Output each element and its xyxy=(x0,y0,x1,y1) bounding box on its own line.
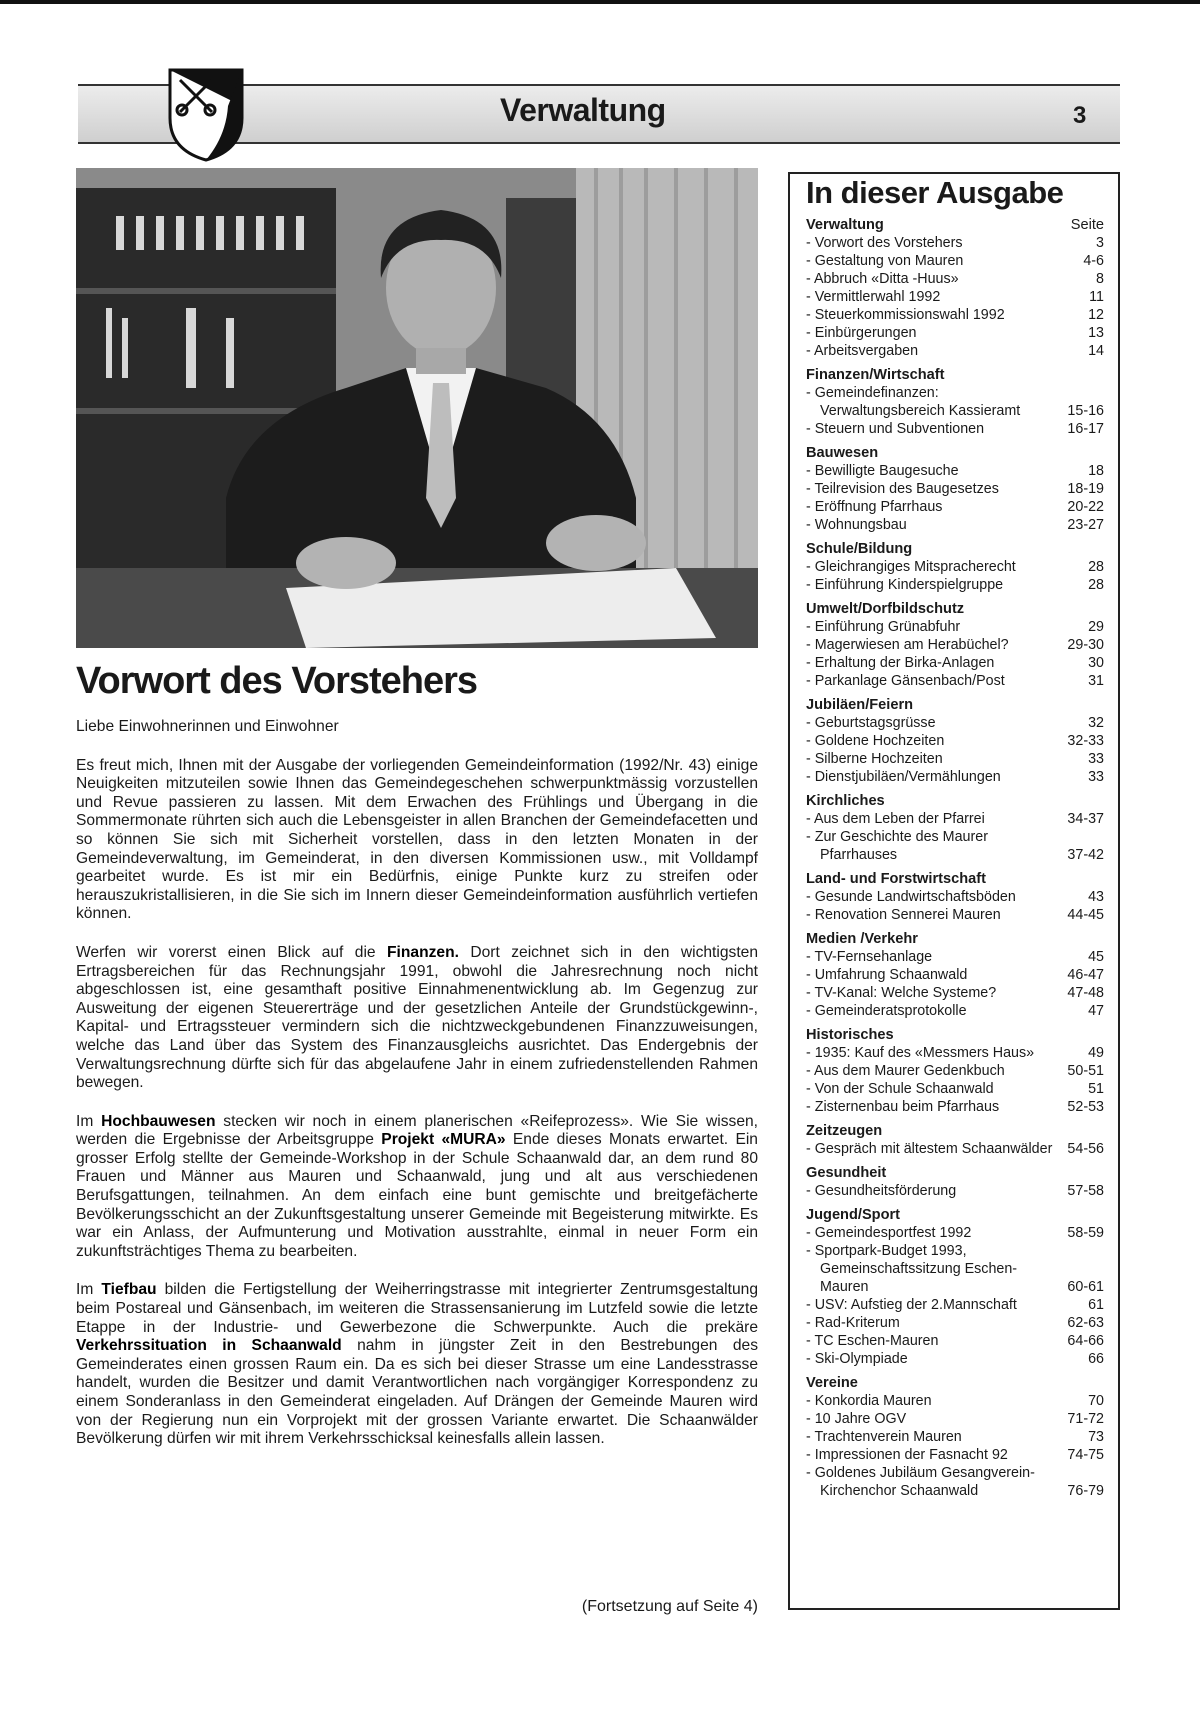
toc-entry-page: 45 xyxy=(1088,949,1104,965)
toc-group-heading xyxy=(806,366,1104,384)
toc-entry xyxy=(806,342,1104,360)
toc-group-heading xyxy=(806,540,1104,558)
toc-entry-page: 28 xyxy=(1088,577,1104,593)
toc-group-heading xyxy=(806,792,1104,810)
toc-entry-page: 61 xyxy=(1088,1297,1104,1313)
toc-entry xyxy=(806,1314,1104,1332)
toc-entry-page: 34-37 xyxy=(1067,811,1104,827)
toc-entry-title: - Vermittlerwahl 1992 xyxy=(806,289,941,305)
toc-entry-page: 18-19 xyxy=(1067,481,1104,497)
toc-entry-title: - Erhaltung der Birka-Anlagen xyxy=(806,655,995,671)
toc-group-heading xyxy=(806,216,1104,234)
toc-entry-page: 70 xyxy=(1088,1393,1104,1409)
toc-entry-page: 66 xyxy=(1088,1351,1104,1367)
toc-group-name: Jubiläen/Feiern xyxy=(806,697,914,713)
toc-entry-title: - TV-Kanal: Welche Systeme? xyxy=(806,985,997,1001)
toc-entry-page: 76-79 xyxy=(1067,1483,1104,1499)
toc-entry-title: - Magerwiesen am Herabüchel? xyxy=(806,637,1009,653)
toc-entry-title: - Von der Schule Schaanwald xyxy=(806,1081,994,1097)
toc-entry xyxy=(806,1410,1104,1428)
toc-groups xyxy=(806,216,1104,1500)
toc-entry-page: 54-56 xyxy=(1067,1141,1104,1157)
toc-group xyxy=(806,366,1104,438)
toc-entry xyxy=(806,1002,1104,1020)
text: bilden die Fertigstellung der Weiherringstrasse mit integrierter Zentrumsgestaltung beim Postareal und Gänsenbach, im weiteren die Strassensanierung im Lutzfeld sowie die letzte Etappe in der Industrie- und Gewerbezone die Schwerpunkte. Auch die prekäre xyxy=(76,1281,759,1336)
toc-group-heading xyxy=(806,1374,1104,1392)
paragraph-3 xyxy=(76,1113,758,1262)
toc-entry-page: 49 xyxy=(1088,1045,1104,1061)
toc-group-heading xyxy=(806,1206,1104,1224)
toc-entry xyxy=(806,1140,1104,1158)
highlight-verkehrssituation: Verkehrssituation in Schaanwald xyxy=(76,1337,342,1355)
toc-entry xyxy=(806,948,1104,966)
toc-entry xyxy=(806,1428,1104,1446)
toc-entry-page: 73 xyxy=(1088,1429,1104,1445)
toc-entry-title: - Arbeitsvergaben xyxy=(806,343,919,359)
toc-entry xyxy=(806,1296,1104,1314)
toc-entry xyxy=(806,480,1104,498)
toc-entry-page: 16-17 xyxy=(1067,421,1104,437)
top-border xyxy=(0,0,1200,4)
toc-entry xyxy=(806,234,1104,252)
article-body xyxy=(76,718,758,1469)
toc-entry xyxy=(806,288,1104,306)
toc-entry xyxy=(806,1446,1104,1464)
toc-group-name: Gesundheit xyxy=(806,1165,887,1181)
paragraph-1: Es freut mich, Ihnen mit der Ausgabe der vorliegenden Gemeindeinformation (1992/Nr. 43) einige Neuigkeiten mitzuteilen sowie Ihnen das Gemeindegeschehen schwerpunktmässig vorzustellen und Revue passieren zu lassen. Mit dem Erwachen des Frühlings und Übergang in die Sommermonate rührten sich auch die Lebensgeister in allen Branchen der Gemeindefacetten und so können Sie sich mit Sicherheit vorstellen, dass in den letzten Monaten in der Gemeindeverwaltung, im Gemeinderat, in den diversen Kommissionen usw., mit Volldampf gearbeitet wurde. Es ist mir ein Bedürfnis, einige Punkte kurz zu streifen oder herauszukristallisieren, in die Sie sich im Innern dieser Gemeindeinformation ausführlich vertiefen können. xyxy=(76,756,758,923)
toc-group xyxy=(806,930,1104,1020)
toc-group xyxy=(806,1164,1104,1200)
toc-entry-title: - Sportpark-Budget 1993, Gemeinschaftssitzung Eschen-Mauren xyxy=(806,1243,1018,1295)
highlight-finanzen: Finanzen. xyxy=(387,943,459,961)
toc-entry xyxy=(806,498,1104,516)
toc-entry xyxy=(806,966,1104,984)
toc-entry-page: 28 xyxy=(1088,559,1104,575)
toc-group-heading xyxy=(806,444,1104,462)
toc-group xyxy=(806,600,1104,690)
toc-entry xyxy=(806,516,1104,534)
toc-entry-page: 13 xyxy=(1088,325,1104,341)
toc-entry xyxy=(806,1182,1104,1200)
toc-entry-page: 32-33 xyxy=(1067,733,1104,749)
toc-entry xyxy=(806,732,1104,750)
toc-entry-title: - Konkordia Mauren xyxy=(806,1393,932,1409)
toc-entry-page: 4-6 xyxy=(1083,253,1104,269)
toc-entry-title: - Aus dem Leben der Pfarrei xyxy=(806,811,985,827)
toc-entry-title: - Gleichrangiges Mitspracherecht xyxy=(806,559,1016,575)
toc-entry-title: - Gemeindesportfest 1992 xyxy=(806,1225,972,1241)
toc-entry-title: - Renovation Sennerei Mauren xyxy=(806,907,1001,923)
toc-group-name: Jugend/Sport xyxy=(806,1207,901,1223)
toc-entry-page: 32 xyxy=(1088,715,1104,731)
toc-entry xyxy=(806,618,1104,636)
toc-entry-page: 57-58 xyxy=(1067,1183,1104,1199)
text: nahm in jüngster Zeit in den Bestrebungen des Gemeinderates einen grossen Raum ein. Da es sich bei dieser Strasse um eine Landesstrasse handelt, wurden die Besitzer und damit Verantwortlichen nach vorgängiger Korrespondenz zu einem Sonderanlass in den Gemeinderat eingeladen. Auf Drängen der Gemeinde Mauren wird von der Regierung nun ein Vorprojekt mit der grossen Variante erwartet. Die Schaanwälder Bevölkerung dürfen wir mit ihrem Verkehrsschicksal keinesfalls allein lassen. xyxy=(76,1337,758,1448)
continuation-note: (Fortsetzung auf Seite 4) xyxy=(581,1598,758,1615)
toc-entry-title: - Gemeinderatsprotokolle xyxy=(806,1003,967,1019)
toc-entry-title: - Vorwort des Vorstehers xyxy=(806,235,963,251)
toc-entry-title: - Abbruch «Ditta -Huus» xyxy=(806,271,959,287)
toc-group-name: Bauwesen xyxy=(806,445,879,461)
toc-entry-title: - Ski-Olympiade xyxy=(806,1351,908,1367)
greeting: Liebe Einwohnerinnen und Einwohner xyxy=(76,718,339,735)
toc-entry xyxy=(806,714,1104,732)
toc-entry-page: 20-22 xyxy=(1067,499,1104,515)
toc-entry-page: 3 xyxy=(1096,235,1104,251)
toc-entry-page: 71-72 xyxy=(1067,1411,1104,1427)
toc-entry xyxy=(806,1332,1104,1350)
toc-entry xyxy=(806,1242,1104,1296)
toc-entry-title: - Dienstjubiläen/Vermählungen xyxy=(806,769,1001,785)
toc-entry-page: 12 xyxy=(1088,307,1104,323)
toc-entry-page: 47 xyxy=(1088,1003,1104,1019)
text: stecken wir noch in einem planerischen «Reifeprozess». Wie Sie wissen, werden die Ergebnisse der Arbeitsgruppe xyxy=(76,1112,759,1149)
toc-entry-page: 31 xyxy=(1088,673,1104,689)
text: Werfen wir vorerst einen Blick auf die xyxy=(76,943,388,961)
toc-entry xyxy=(806,984,1104,1002)
toc-entry xyxy=(806,576,1104,594)
toc-entry-title: - Gesundheitsförderung xyxy=(806,1183,957,1199)
toc-entry-title: - Steuerkommissionswahl 1992 xyxy=(806,307,1005,323)
toc-entry xyxy=(806,768,1104,786)
page-number: 3 xyxy=(1073,102,1087,129)
toc-entry-page: 30 xyxy=(1088,655,1104,671)
toc-entry-title: - Impressionen der Fasnacht 92 xyxy=(806,1447,1008,1463)
toc-entry-title: - Umfahrung Schaanwald xyxy=(806,967,968,983)
toc-entry-title: - Geburtstagsgrüsse xyxy=(806,715,936,731)
toc-entry-title: - Zisternenbau beim Pfarrhaus xyxy=(806,1099,1000,1115)
toc-group xyxy=(806,870,1104,924)
toc-title: In dieser Ausgabe xyxy=(806,175,1064,210)
toc-entry-title: - Zur Geschichte des Maurer Pfarrhauses xyxy=(806,829,988,863)
toc-group-heading xyxy=(806,696,1104,714)
toc-entry xyxy=(806,810,1104,828)
toc-group xyxy=(806,696,1104,786)
toc-entry xyxy=(806,462,1104,480)
toc-entry-page: 29 xyxy=(1088,619,1104,635)
toc-entry xyxy=(806,1392,1104,1410)
toc-group xyxy=(806,1206,1104,1368)
toc-group-name: Verwaltung xyxy=(806,217,884,233)
highlight-hochbauwesen: Hochbauwesen xyxy=(101,1112,216,1130)
toc-entry-page: 47-48 xyxy=(1067,985,1104,1001)
toc-entry-page: 44-45 xyxy=(1067,907,1104,923)
toc-entry-page: 37-42 xyxy=(1067,847,1104,863)
toc-entry xyxy=(806,420,1104,438)
toc-group xyxy=(806,1374,1104,1500)
toc-group-name: Vereine xyxy=(806,1375,858,1391)
toc-entry-title: - Silberne Hochzeiten xyxy=(806,751,943,767)
toc-entry xyxy=(806,324,1104,342)
toc-group-name: Land- und Forstwirtschaft xyxy=(806,871,986,887)
toc-entry xyxy=(806,672,1104,690)
toc-entry xyxy=(806,828,1104,864)
toc-entry xyxy=(806,888,1104,906)
toc-entry-title: - TC Eschen-Mauren xyxy=(806,1333,939,1349)
text: Ende dieses Monats erwartet. Ein grosser Erfolg stellte der Gemeinde-Workshop in der Schule Schaanwald dar, an dem rund 80 Frauen und Männer aus Mauren und Schaanwald, jung und alt aus verschiedenen Berufsgattungen, teilnahmen. An dem einfach eine bunt gemischte und breitgefächerte Bevölkerungsschicht an der Zukunftsgestaltung unserer Gemeinde mit Begeisterung mitwirkte. Es war ein Anlass, der Aufmunterung und Motivation ausstrahlte, einmal in neuer Form ein zukunftsträchtiges Thema zu bearbeiten. xyxy=(76,1131,758,1260)
toc-entry xyxy=(806,1098,1104,1116)
toc-entry xyxy=(806,1062,1104,1080)
toc-entry xyxy=(806,654,1104,672)
toc-entry-title: - Goldenes Jubiläum Gesangverein-Kirchenchor Schaanwald xyxy=(806,1465,1035,1499)
toc-group-name: Schule/Bildung xyxy=(806,541,913,557)
mayor-photo xyxy=(76,168,758,648)
toc-entry-page: 64-66 xyxy=(1067,1333,1104,1349)
toc-entry-page: 15-16 xyxy=(1067,403,1104,419)
toc-entry-title: - Eröffnung Pfarrhaus xyxy=(806,499,943,515)
toc-entry-page: 23-27 xyxy=(1067,517,1104,533)
text: Im xyxy=(76,1281,102,1299)
toc-entry xyxy=(806,270,1104,288)
toc-group-heading xyxy=(806,870,1104,888)
toc-entry-page: 62-63 xyxy=(1067,1315,1104,1331)
toc-entry-title: - Einbürgerungen xyxy=(806,325,917,341)
toc-entry-page: 14 xyxy=(1088,343,1104,359)
toc-entry xyxy=(806,306,1104,324)
toc-entry-page: 46-47 xyxy=(1067,967,1104,983)
toc-entry-page: 60-61 xyxy=(1067,1279,1104,1295)
text: Im xyxy=(76,1112,102,1130)
paragraph-2 xyxy=(76,944,758,1093)
toc-group-name: Kirchliches xyxy=(806,793,885,809)
toc-entry-page: 74-75 xyxy=(1067,1447,1104,1463)
toc-group-heading xyxy=(806,930,1104,948)
toc-group xyxy=(806,1122,1104,1158)
toc-entry xyxy=(806,252,1104,270)
toc-entry xyxy=(806,1224,1104,1242)
toc-group-name: Umwelt/Dorfbildschutz xyxy=(806,601,965,617)
toc-entry xyxy=(806,1350,1104,1368)
toc-entry xyxy=(806,558,1104,576)
highlight-tiefbau: Tiefbau xyxy=(101,1281,157,1299)
toc-group-name: Zeitzeugen xyxy=(806,1123,883,1139)
highlight-projekt-mura: Projekt «MURA» xyxy=(381,1131,506,1149)
toc-entry xyxy=(806,1080,1104,1098)
toc-entry-title: - Goldene Hochzeiten xyxy=(806,733,945,749)
toc-group-heading xyxy=(806,1164,1104,1182)
toc-entry xyxy=(806,636,1104,654)
toc-group-heading xyxy=(806,600,1104,618)
toc-entry-title: - Trachtenverein Mauren xyxy=(806,1429,962,1445)
toc-entry-title: - 1935: Kauf des «Messmers Haus» xyxy=(806,1045,1035,1061)
toc-group xyxy=(806,216,1104,360)
toc-box xyxy=(788,172,1120,1610)
text: Dort zeichnet sich in den wichtigsten Ertragsbereichen für das Rechnungsjahr 1991, obwohl die Jahresrechnung noch nicht abgeschlossen ist, eine gesamthaft positive Einnahmenentwicklung ab. Im Gegenzug zur Ausweitung der eigenen Steuererträge und der gesetzlichen Anteile der Grundstückgewinn-, Kapital- und Ertragssteuer vermindern sich die nichtzweckgebundenen Finanzzuweisungen, welche das Land über das System des Finanzausgleichs ausrichtet. Das Endergebnis der Verwaltungsrechnung dürfte sich für das abgelaufene Jahr in einem zufriedenstellenden Rahmen bewegen. xyxy=(76,943,759,1092)
toc-entry-title: - Einführung Grünabfuhr xyxy=(806,619,961,635)
toc-entry-title: - Einführung Kinderspielgruppe xyxy=(806,577,1004,593)
toc-entry-page: 33 xyxy=(1088,769,1104,785)
toc-entry-page: 8 xyxy=(1096,271,1104,287)
toc-entry xyxy=(806,1464,1104,1500)
toc-group xyxy=(806,792,1104,864)
toc-entry xyxy=(806,906,1104,924)
toc-group xyxy=(806,540,1104,594)
toc-entry-title: - Rad-Kriterum xyxy=(806,1315,900,1331)
toc-entry-title: - Gesunde Landwirtschaftsböden xyxy=(806,889,1016,905)
article-title: Vorwort des Vorstehers xyxy=(76,660,478,702)
section-title: Verwaltung xyxy=(500,92,666,128)
toc-group-name: Medien /Verkehr xyxy=(806,931,918,947)
toc-entry-page: 51 xyxy=(1088,1081,1104,1097)
toc-entry-title: - Gespräch mit ältestem Schaanwälder xyxy=(806,1141,1053,1157)
toc-entry-title: - Gestaltung von Mauren xyxy=(806,253,964,269)
toc-entry-title: - Parkanlage Gänsenbach/Post xyxy=(806,673,1005,689)
toc-entry-title: - Wohnungsbau xyxy=(806,517,907,533)
toc-entry-title: - Gemeindefinanzen: Verwaltungsbereich Kassieramt xyxy=(806,385,1021,419)
toc-entry-page: 29-30 xyxy=(1067,637,1104,653)
toc-entry-title: - Aus dem Maurer Gedenkbuch xyxy=(806,1063,1005,1079)
toc-group xyxy=(806,444,1104,534)
toc-entry-page: 50-51 xyxy=(1067,1063,1104,1079)
toc-seite-label: Seite xyxy=(1070,217,1104,233)
toc-entry-title: - Steuern und Subventionen xyxy=(806,421,985,437)
toc-entry-page: 43 xyxy=(1088,889,1104,905)
toc-group-name: Historisches xyxy=(806,1027,894,1043)
toc-entry-title: - 10 Jahre OGV xyxy=(806,1411,907,1427)
municipal-crest-icon xyxy=(166,66,246,162)
toc-entry-title: - USV: Aufstieg der 2.Mannschaft xyxy=(806,1297,1017,1313)
toc-entry-page: 18 xyxy=(1088,463,1104,479)
toc-group-heading xyxy=(806,1122,1104,1140)
toc-group-heading xyxy=(806,1026,1104,1044)
toc-entry xyxy=(806,384,1104,420)
toc-entry-page: 33 xyxy=(1088,751,1104,767)
toc-entry-title: - TV-Fernsehanlage xyxy=(806,949,933,965)
toc-entry-title: - Bewilligte Baugesuche xyxy=(806,463,959,479)
toc-group-name: Finanzen/Wirtschaft xyxy=(806,367,945,383)
toc-entry-page: 11 xyxy=(1089,289,1104,305)
toc-group xyxy=(806,1026,1104,1116)
toc-entry xyxy=(806,1044,1104,1062)
toc-entry xyxy=(806,750,1104,768)
toc-entry-page: 58-59 xyxy=(1067,1225,1104,1241)
toc-entry-page: 52-53 xyxy=(1067,1099,1104,1115)
toc-entry-title: - Teilrevision des Baugesetzes xyxy=(806,481,999,497)
paragraph-4 xyxy=(76,1281,758,1448)
